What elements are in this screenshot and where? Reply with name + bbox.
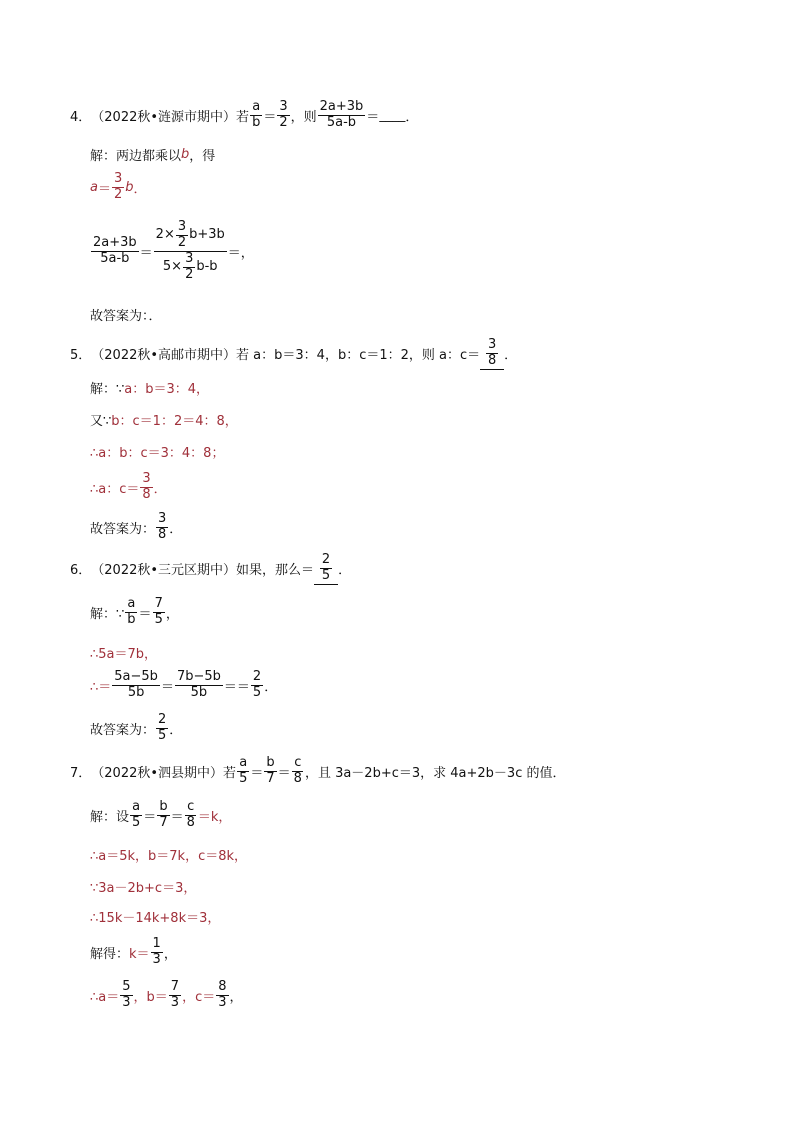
q5-stem: 5． （2022秋•高邮市期中） 若 a：b＝3：4，b：c＝1：2，则 a：c＝ $\frac{3}{8}$ ．	[70, 337, 518, 368]
q4-answer: 故答案为：．	[90, 309, 162, 324]
q4-frac-expr: $\frac{2a+3b}{5a-b}$	[319, 99, 364, 130]
q5-answer: 故答案为： $\frac{3}{8}$ ．	[90, 511, 183, 542]
q4-big-frac: 2× $\frac{3}{2}$ b+3b 5× $\frac{3}{2}$ b-b	[155, 219, 225, 282]
q7-solution-line2: ∴a＝5k，b＝7k，c＝8k，	[90, 849, 248, 864]
q7-solution-line6: ∴a＝ $\frac{5}{3}$ ，b＝ $\frac{7}{3}$ ，c＝ $\frac{8}{3}$ ，	[90, 979, 243, 1010]
q4-solution-line2: a ＝ $\frac{3}{2}$ b ．	[90, 171, 147, 202]
q5-solution-line3: ∴a：b：c＝3：4：8；	[90, 446, 225, 461]
q6-solution-line1: 解：∵ $\frac{a}{b}$ ＝ $\frac{7}{5}$ ，	[90, 596, 179, 627]
q6-solution-line3: ∴＝ $\frac{5a-5b}{5b}$ ＝ $\frac{7b-5b}{5b}$ ＝＝ $\frac{2}{5}$ ．	[90, 669, 278, 700]
q4-solution-line1: 解：两边都乘以 b ，得	[90, 147, 216, 164]
q6-stem: 6． （2022秋•三元区期中） 如果，那么＝ $\frac{2}{5}$ ．	[70, 552, 352, 583]
q7-solution-line3: ∵3a－2b+c＝3，	[90, 881, 197, 896]
q4-source: （2022秋•涟源市期中）	[91, 109, 237, 125]
q5-solution-line4: ∴a：c＝ $\frac{3}{8}$ ．	[90, 471, 167, 502]
q5-solution-line2: 又∵ b：c＝1：2＝4：8，	[90, 414, 238, 429]
q4-blank: ____	[379, 107, 406, 123]
q7-solution-line5: 解得： k＝ $\frac{1}{3}$ ，	[90, 936, 177, 967]
q4-frac-ab: $\frac{a}{b}$	[252, 99, 261, 130]
q4-frac-32: $\frac{3}{2}$	[279, 99, 288, 130]
q4-number: 4．	[70, 109, 92, 125]
q4-stem: 4． （2022秋•涟源市期中） 若 $\frac{a}{b}$ ＝ $\frac{3}{2}$ ，则 $\frac{2a+3b}{5a-b}$ ＝ ____ ．	[70, 99, 419, 130]
q7-solution-line4: ∴15k－14k+8k＝3，	[90, 911, 221, 926]
q7-stem: 7． （2022秋•泗县期中） 若 $\frac{a}{5}$ ＝ $\frac{b}{7}$ ＝ $\frac{c}{8}$ ，且 3a－2b+c＝3，求 4a+2b－3c 的值．	[70, 755, 566, 786]
q6-answer: 故答案为： $\frac{2}{5}$ ．	[90, 712, 183, 743]
q5-solution-line1: 解：∵ a：b＝3：4，	[90, 382, 210, 397]
q6-solution-line2: ∴5a＝7b，	[90, 647, 158, 662]
q7-solution-line1: 解：设 $\frac{a}{5}$ ＝ $\frac{b}{7}$ ＝ $\frac{c}{8}$ ＝k，	[90, 799, 232, 830]
q4-solution-line3: $\frac{2a+3b}{5a-b}$ ＝ 2× $\frac{3}{2}$ b+3b 5× $\frac{3}{2}$ b-b ＝，	[93, 219, 254, 282]
